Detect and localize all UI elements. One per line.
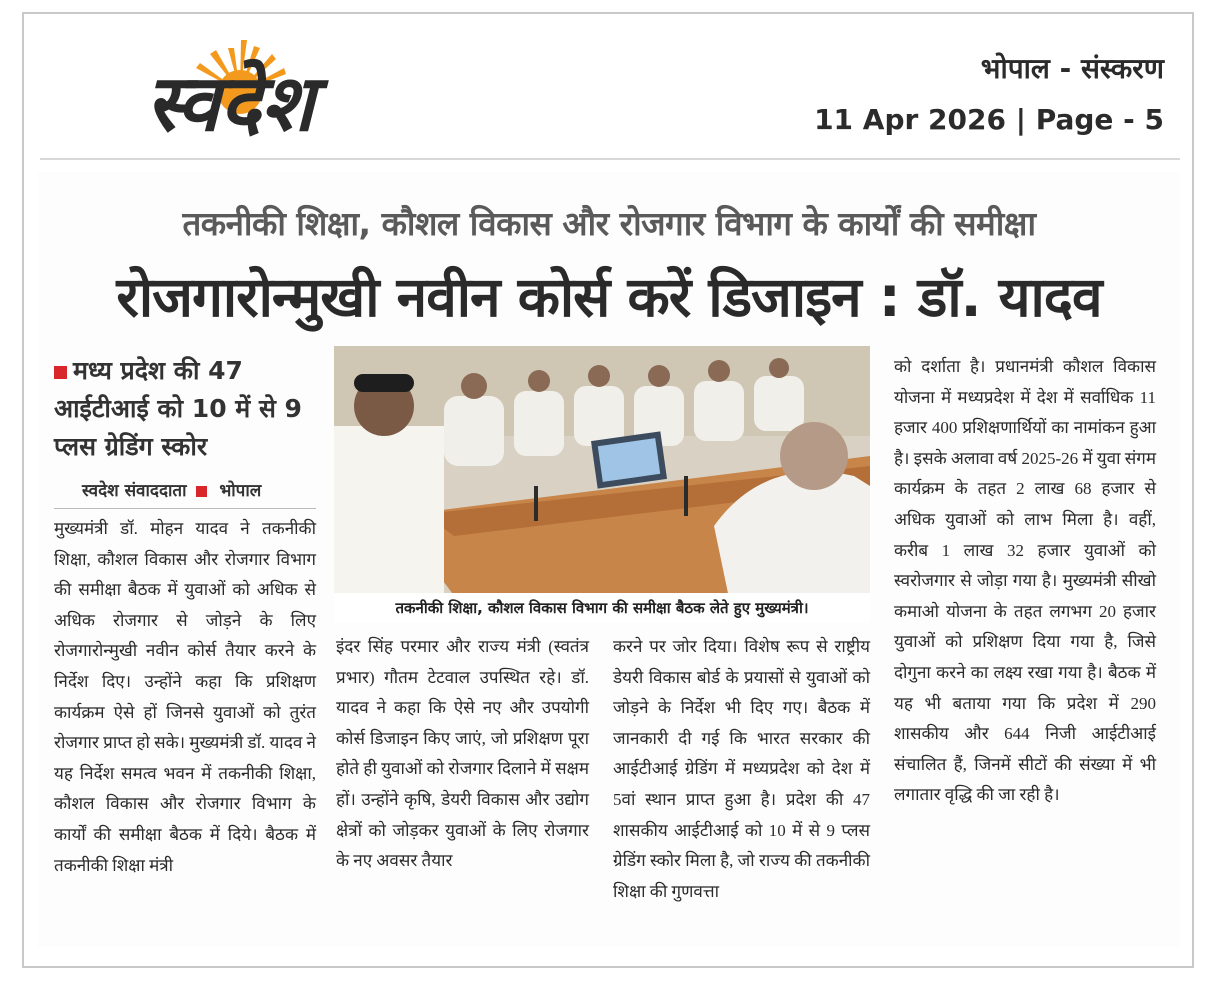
swadesh-logo <box>60 30 400 155</box>
article-column-1: मुख्यमंत्री डॉ. मोहन यादव ने तकनीकी शिक्षा, कौशल विकास और रोजगार विभाग की समीक्षा बैठक में युवाओं को अधिक से अधिक रोजगार से जोड़ने के लिए रोजगारोन्मुखी नवीन कोर्स तैयार करने के निर्देश दिए। उन्होंने कहा कि प्रशिक्षण कार्यक्रम ऐसे हों जिनसे युवाओं को तुरंत रोजगार प्राप्त हो सके। मुख्यमंत्री डॉ. यादव ने यह निर्देश समत्व भवन में तकनीकी शिक्षा, कौशल विकास और रोजगार विभाग के कार्यों की समीक्षा बैठक में दिये। बैठक में तकनीकी शिक्षा मंत्री <box>54 519 316 875</box>
meeting-photo-icon <box>334 346 870 622</box>
logo-text: स्वदेश <box>145 59 315 149</box>
byline-city: भोपाल <box>219 481 262 501</box>
article-column-4: को दर्शाता है। प्रधानमंत्री कौशल विकास योजना में मध्यप्रदेश में देश में सर्वाधिक 11 हजार 400 प्रशिक्षणार्थियों का नामांकन हुआ है। इसके अलावा वर्ष 2025-26 में युवा संगम कार्यक्रम के तहत 2 लाख 68 हजार से अधिक युवाओं को लाभ मिला है। वहीं, करीब 1 लाख 32 हजार युवाओं को स्वरोजगार से जोड़ा गया है। मुख्यमंत्री सीखो कमाओ योजना के तहत लगभग 20 हजार युवाओं को प्रशिक्षण दिया गया है, जिसे दोगुना करने का लक्ष्य रखा गया है। बैठक में यह भी बताया गया कि प्रदेश में 290 शासकीय और 644 निजी आईटीआई संचालित हैं, जिनमें सीटों की संख्या में भी लगातार वृद्धि की जा रही है। <box>894 357 1156 805</box>
article-headline: रोजगारोन्मुखी नवीन कोर्स करें डिजाइन : डॉ. यादव <box>116 265 1102 329</box>
meeting-photo <box>334 346 870 622</box>
byline-bullet-icon <box>196 486 207 497</box>
subhead <box>54 352 316 466</box>
article-column-2: इंदर सिंह परमार और राज्य मंत्री (स्वतंत्र प्रभार) गौतम टेटवाल उपस्थित रहे। डॉ. यादव ने कहा कि ऐसे नए और उपयोगी कोर्स डिजाइन किए जाएं, जो प्रशिक्षण पूरा होते ही युवाओं को रोजगार दिलाने में सक्षम हों। उन्होंने कृषि, डेयरी विकास और उद्योग क्षेत्रों को जोड़कर युवाओं के लिए रोजगार के नए अवसर तैयार <box>336 637 589 871</box>
byline <box>82 478 261 501</box>
masthead-info <box>814 52 1164 140</box>
byline-divider <box>54 508 316 509</box>
date-page-label: 11 Apr 2026 | Page - 5 <box>814 103 1164 136</box>
masthead-divider <box>40 158 1180 160</box>
article-kicker: तकनीकी शिक्षा, कौशल विकास और रोजगार विभाग के कार्यों की समीक्षा <box>182 204 1036 243</box>
article-column-3: करने पर जोर दिया। विशेष रूप से राष्ट्रीय डेयरी विकास बोर्ड के प्रयासों से युवाओं को जोड़ने के निर्देश भी दिए गए। बैठक में जानकारी दी गई कि भारत सरकार की आईटीआई ग्रेडिंग में मध्यप्रदेश को देश में 5वां स्थान प्राप्त हुआ है। प्रदेश की 47 शासकीय आईटीआई को 10 में से 9 प्लस ग्रेडिंग स्कोर मिला है, जो राज्य की तकनीकी शिक्षा की गुणवत्ता <box>613 637 870 901</box>
edition-label: भोपाल - संस्करण <box>980 52 1164 85</box>
byline-reporter: स्वदेश संवाददाता <box>82 481 187 501</box>
sun-logo-icon <box>60 30 400 155</box>
news-clipping <box>38 172 1180 947</box>
red-bullet-icon <box>54 366 67 379</box>
subhead-text: मध्य प्रदेश की 47 आईटीआई को 10 में से 9 प्लस ग्रेडिंग स्कोर <box>54 356 302 461</box>
photo-caption: तकनीकी शिक्षा, कौशल विकास विभाग की समीक्षा बैठक लेते हुए मुख्यमंत्री। <box>334 593 870 623</box>
